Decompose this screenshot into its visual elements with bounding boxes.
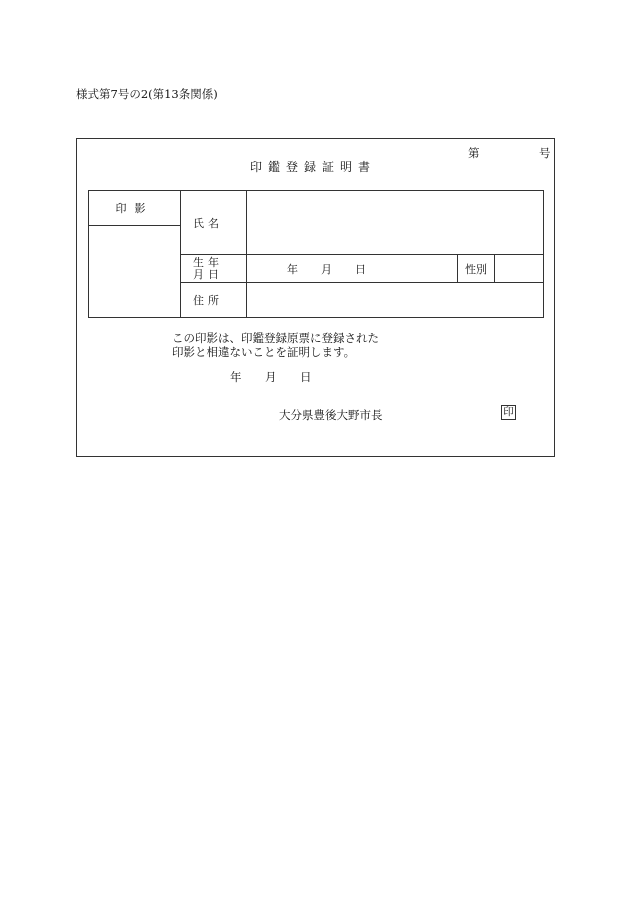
issuer-name: 大分県豊後大野市長: [279, 408, 383, 422]
address-value-cell: [247, 283, 544, 318]
serial-suffix: 号: [539, 146, 551, 160]
certification-line-2: 印影と相違ないことを証明します。: [172, 345, 356, 359]
official-seal-mark: 印: [501, 405, 516, 420]
registrant-table: [88, 190, 544, 318]
address-label: 住所: [181, 283, 247, 318]
certificate-title: 印鑑登録証明書: [250, 160, 377, 174]
seal-impression-area: [89, 226, 181, 318]
seal-impression-header: 印影: [89, 191, 181, 226]
birthdate-label: [181, 255, 247, 283]
issue-date: 年 月 日: [230, 370, 318, 384]
birthdate-label-line1: 生年: [193, 255, 223, 269]
serial-prefix: 第: [468, 146, 480, 160]
sex-label: 性別: [458, 255, 495, 283]
form-number-label: 様式第7号の2(第13条関係): [76, 87, 218, 101]
name-label: 氏名: [181, 191, 247, 255]
sex-value-cell: [495, 255, 544, 283]
birthdate-label-line2: 月日: [193, 267, 223, 281]
certification-line-1: この印影は、印鑑登録原票に登録された: [172, 331, 379, 345]
birthdate-value-cell: 年 月 日: [247, 255, 458, 283]
name-value-cell: [247, 191, 544, 255]
